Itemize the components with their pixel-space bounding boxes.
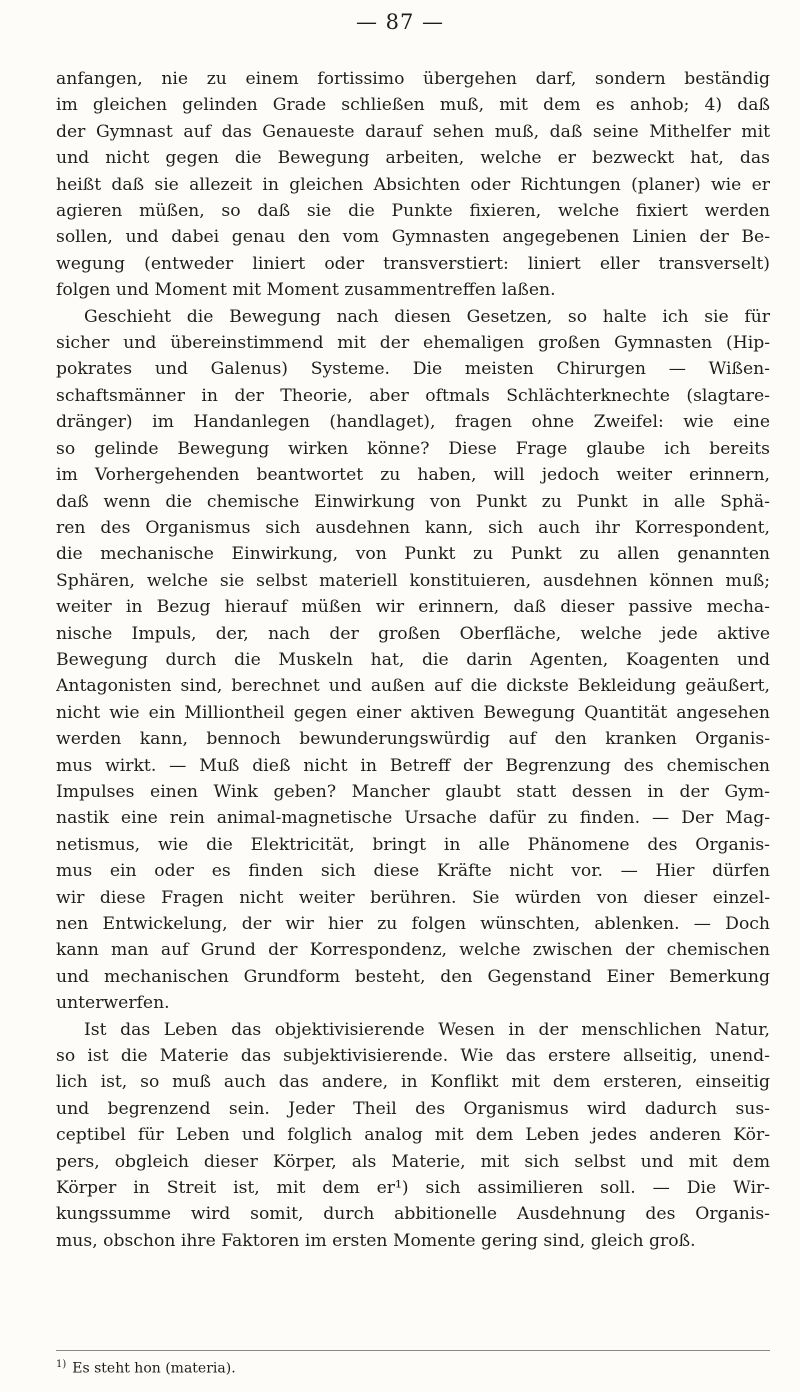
text-line: pokrates und Galenus) Systeme. Die meisten Chirurgen — Wißen- (56, 359, 770, 380)
text-line: mus wirkt. — Muß dieß nicht in Betreff der Begrenzung des chemischen (56, 755, 770, 776)
text-line: ceptibel für Leben und folglich analog mit dem Leben jedes anderen Kör- (56, 1125, 770, 1146)
text-line: folgen und Moment mit Moment zusammentreffen laßen. (56, 280, 556, 301)
text-line: Antagonisten sind, berechnet und außen auf die dickste Bekleidung geäußert, (56, 676, 770, 697)
text-line: nische Impuls, der, nach der großen Oberfläche, welche jede aktive (56, 623, 770, 644)
text-line: ren des Organismus sich ausdehnen kann, sich auch ihr Korrespondent, (56, 517, 770, 538)
footnote (56, 1350, 770, 1379)
text-line: und begrenzend sein. Jeder Theil des Organismus wird dadurch sus- (56, 1098, 770, 1119)
text-line: wegung (entweder liniert oder transverstiert: liniert eller transverselt) (56, 253, 770, 274)
text-line: kungssumme wird somit, durch abbitionelle Ausdehnung des Organis- (56, 1204, 770, 1225)
text-line: netismus, wie die Elektricität, bringt in alle Phänomene des Organis- (56, 834, 770, 855)
text-line: mus, obschon ihre Faktoren im ersten Momente gering sind, gleich groß. (56, 1230, 696, 1251)
text-line: sollen, und dabei genau den vom Gymnasten angegebenen Linien der Be- (56, 227, 770, 248)
text-line: wir diese Fragen nicht weiter berühren. Sie würden von dieser einzel- (56, 887, 770, 908)
text-line: im gleichen gelinden Grade schließen muß, mit dem es anhob; 4) daß (56, 95, 770, 116)
text-line: pers, obgleich dieser Körper, als Materie, mit sich selbst und mit dem (56, 1151, 770, 1172)
text-line: die mechanische Einwirkung, von Punkt zu Punkt zu allen genannten (56, 544, 770, 565)
text-line: dränger) im Handanlegen (handlaget), fragen ohne Zweifel: wie eine (56, 412, 770, 433)
text-line: nicht wie ein Milliontheil gegen einer aktiven Bewegung Quantität angesehen (56, 702, 770, 723)
body-text (56, 66, 770, 1254)
text-line: der Gymnast auf das Genaueste darauf sehen muß, daß seine Mithelfer mit (56, 121, 770, 142)
text-line: nastik eine rein animal-magnetische Ursache dafür zu finden. — Der Mag- (56, 808, 770, 829)
text-line: Impulses einen Wink geben? Mancher glaubt statt dessen in der Gym- (56, 781, 770, 802)
text-line: unterwerfen. (56, 993, 170, 1014)
text-line: schaftsmänner in der Theorie, aber oftmals Schlächterknechte (slagtare- (56, 385, 770, 406)
text-line: und mechanischen Grundform besteht, den Gegenstand Einer Bemerkung (56, 966, 770, 987)
text-line: Körper in Streit ist, mit dem er¹) sich assimilieren soll. — Die Wir- (56, 1178, 770, 1199)
text-line: daß wenn die chemische Einwirkung von Punkt zu Punkt in alle Sphä- (56, 491, 770, 512)
text-line: sicher und übereinstimmend mit der ehemaligen großen Gymnasten (Hip- (56, 333, 770, 354)
text-line: Sphären, welche sie selbst materiell konstituieren, ausdehnen können muß; (56, 570, 770, 591)
text-line: agieren müßen, so daß sie die Punkte fixieren, welche fixiert werden (56, 201, 770, 222)
text-line: kann man auf Grund der Korrespondenz, welche zwischen der chemischen (56, 940, 770, 961)
text-line: nen Entwickelung, der wir hier zu folgen wünschten, ablenken. — Doch (56, 914, 770, 934)
text-line: und nicht gegen die Bewegung arbeiten, welche er bezweckt hat, das (56, 148, 770, 169)
text-line: so ist die Materie das subjektivisierende. Wie das erstere allseitig, unend- (56, 1046, 770, 1067)
text-line: heißt daß sie allezeit in gleichen Absichten oder Richtungen (planer) wie er (56, 174, 770, 195)
page-number: — 87 — (355, 10, 445, 34)
footnote-text: Es steht hon (materia). (72, 1360, 236, 1377)
text-line: anfangen, nie zu einem fortissimo übergehen darf, sondern beständig (56, 69, 770, 89)
text-line: weiter in Bezug hierauf müßen wir erinnern, daß dieser passive mecha- (56, 597, 770, 618)
text-line: im Vorhergehenden beantwortet zu haben, will jedoch weiter erinnern, (56, 465, 770, 486)
text-line: mus ein oder es finden sich diese Kräfte nicht vor. — Hier dürfen (56, 861, 770, 882)
text-line: Ist das Leben das objektivisierende Wesen in der menschlichen Natur, (84, 1019, 770, 1040)
footnote-marker: 1) (56, 1359, 67, 1370)
text-line: Geschieht die Bewegung nach diesen Gesetzen, so halte ich sie für (84, 306, 770, 327)
text-line: lich ist, so muß auch das andere, in Konflikt mit dem ersteren, einseitig (56, 1072, 770, 1093)
text-line: Bewegung durch die Muskeln hat, die darin Agenten, Koagenten und (56, 649, 770, 670)
text-line: so gelinde Bewegung wirken könne? Diese Frage glaube ich bereits (56, 438, 770, 459)
text-line: werden kann, bennoch bewunderungswürdig auf den kranken Organis- (56, 729, 770, 750)
